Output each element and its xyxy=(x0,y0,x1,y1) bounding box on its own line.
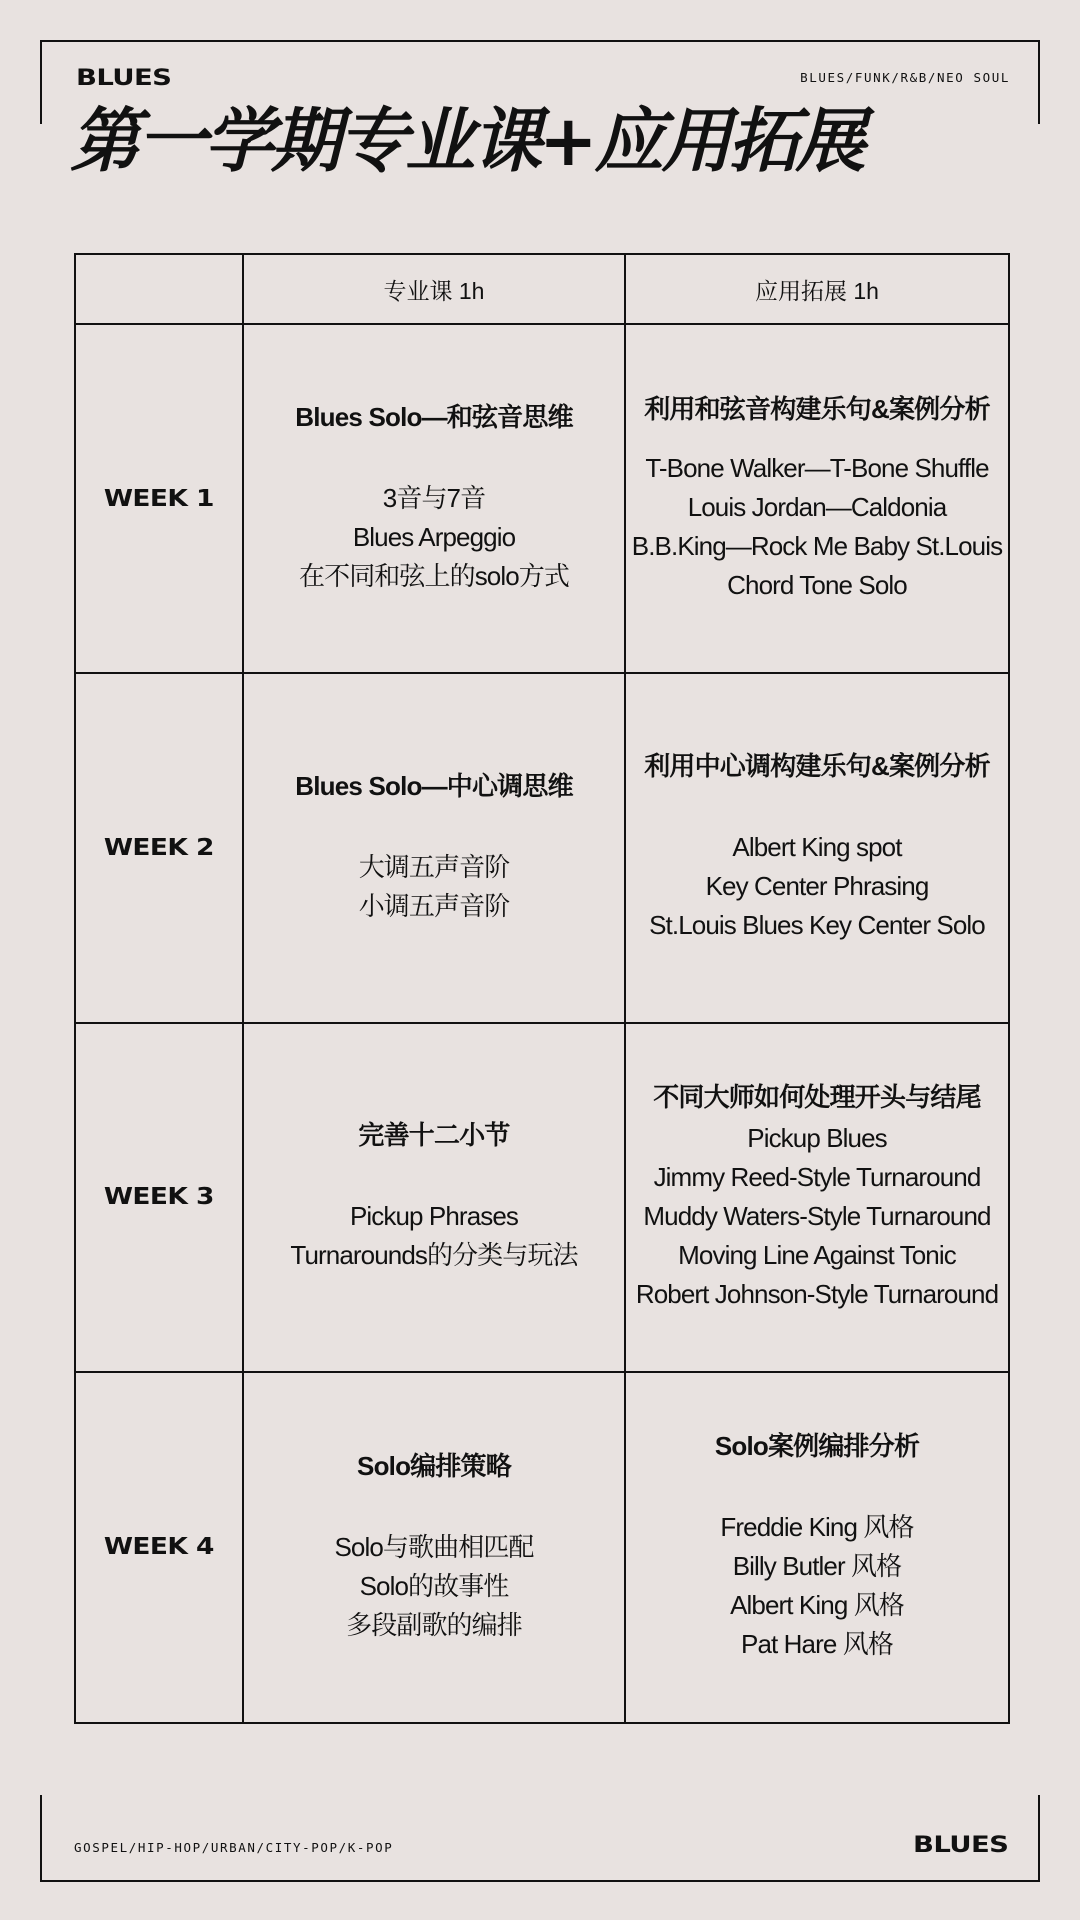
topic-line: T-Bone Walker—T-Bone Shuffle xyxy=(645,452,989,483)
week-label: WEEK 4 xyxy=(103,1534,214,1561)
schedule-table xyxy=(74,253,1010,1724)
application-title: 利用中心调构建乐句&案例分析 xyxy=(644,751,990,782)
topic-line: Pat Hare 风格 xyxy=(741,1629,893,1660)
topic-line: Jimmy Reed-Style Turnaround xyxy=(653,1161,981,1192)
week-label: WEEK 2 xyxy=(103,834,214,861)
topic-line: Albert King spot xyxy=(732,832,902,863)
core-course-cell xyxy=(244,1373,626,1722)
topic-line: Chord Tone Solo xyxy=(727,569,907,600)
topic-line: B.B.King—Rock Me Baby St.Louis xyxy=(631,530,1003,561)
week-cell xyxy=(76,674,244,1023)
core-course-cell xyxy=(244,1024,626,1373)
application-title: Solo案例编排分析 xyxy=(714,1431,920,1462)
week-cell xyxy=(76,1024,244,1373)
topic-line: Pickup Blues xyxy=(747,1122,887,1153)
topic-line: Solo与歌曲相匹配 xyxy=(334,1531,534,1562)
application-title: 不同大师如何处理开头与结尾 xyxy=(653,1081,981,1112)
topic-line: Pickup Phrases xyxy=(349,1201,519,1232)
brand-logo-bottom: BLUES xyxy=(913,1833,1009,1858)
application-cell xyxy=(626,1024,1008,1373)
core-course-topics xyxy=(299,479,569,596)
bottom-frame xyxy=(40,1795,1040,1882)
core-course-topics xyxy=(290,1197,577,1275)
core-course-title: Blues Solo—和弦音思维 xyxy=(295,402,573,433)
topic-line: Freddie King 风格 xyxy=(720,1512,914,1543)
topic-line: Key Center Phrasing xyxy=(705,871,929,902)
core-course-cell xyxy=(244,325,626,674)
topic-line: Robert Johnson-Style Turnaround xyxy=(635,1278,999,1309)
application-title: 利用和弦音构建乐句&案例分析 xyxy=(644,393,990,424)
topic-line: Albert King 风格 xyxy=(730,1590,904,1621)
week-cell xyxy=(76,325,244,674)
application-topics xyxy=(636,1119,998,1314)
topic-line: Billy Butler 风格 xyxy=(732,1551,902,1582)
page-title: 第一学期专业课+应用拓展 xyxy=(70,100,863,182)
topic-line: 多段副歌的编排 xyxy=(346,1609,522,1640)
header-cell-empty xyxy=(76,255,244,325)
topic-line: Turnarounds的分类与玩法 xyxy=(290,1240,578,1271)
application-cell xyxy=(626,1373,1008,1722)
genre-tagline-bottom: GOSPEL/HIP-HOP/URBAN/CITY-POP/K-POP xyxy=(74,1840,394,1855)
topic-line: 大调五声音阶 xyxy=(358,851,510,882)
topic-line: Solo的故事性 xyxy=(359,1570,509,1601)
genre-tagline-top: BLUES/FUNK/R&B/NEO SOUL xyxy=(800,70,1010,85)
core-course-title: 完善十二小节 xyxy=(358,1120,510,1151)
topic-line: 小调五声音阶 xyxy=(358,890,510,921)
topic-line: Muddy Waters-Style Turnaround xyxy=(643,1200,991,1231)
week-label: WEEK 3 xyxy=(103,1184,214,1211)
application-topics xyxy=(720,1508,913,1664)
core-course-cell xyxy=(244,674,626,1023)
topic-line: 在不同和弦上的solo方式 xyxy=(299,561,569,592)
topic-line: Moving Line Against Tonic xyxy=(678,1239,956,1270)
topic-line: 3音与7音 xyxy=(382,483,486,514)
core-course-title: Solo编排策略 xyxy=(357,1450,511,1481)
core-course-title: Blues Solo—中心调思维 xyxy=(295,770,573,801)
week-cell xyxy=(76,1373,244,1722)
header-cell-core-course: 专业课 1h xyxy=(244,255,626,325)
core-course-topics xyxy=(359,848,510,926)
application-cell xyxy=(626,325,1008,674)
application-topics xyxy=(649,828,985,945)
application-cell xyxy=(626,674,1008,1023)
topic-line: St.Louis Blues Key Center Solo xyxy=(649,910,985,941)
application-topics xyxy=(632,449,1002,605)
topic-line: Blues Arpeggio xyxy=(352,522,516,553)
core-course-topics xyxy=(334,1528,533,1645)
header-cell-application: 应用拓展 1h xyxy=(626,255,1008,325)
topic-line: Louis Jordan—Caldonia xyxy=(687,491,947,522)
week-label: WEEK 1 xyxy=(103,485,214,512)
brand-logo-top: BLUES xyxy=(76,66,172,91)
